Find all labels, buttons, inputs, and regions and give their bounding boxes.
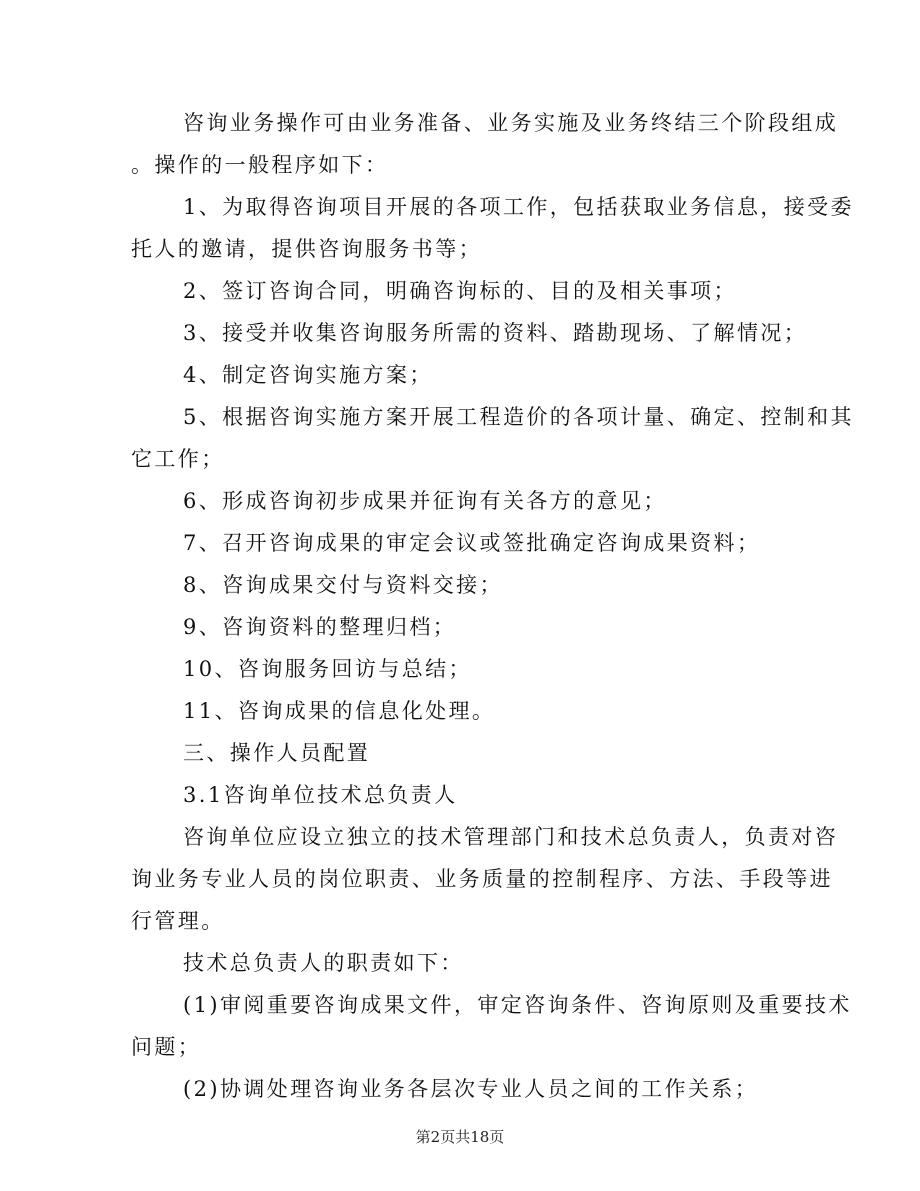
paragraph-line: 10、咨询服务回访与总结； <box>183 657 472 681</box>
section-heading: 三、操作人员配置 <box>183 741 371 765</box>
paragraph-line: 询业务专业人员的岗位职责、业务质量的控制程序、方法、手段等进 <box>131 867 833 891</box>
paragraph-line: 6、形成咨询初步成果并征询有关各方的意见； <box>183 489 667 513</box>
paragraph-line: (1)审阅重要咨询成果文件，审定咨询条件、咨询原则及重要技术 <box>183 993 852 1017</box>
page-number-footer: 第2页共18页 <box>415 1128 505 1146</box>
paragraph-line: 3、接受并收集咨询服务所需的资料、踏勘现场、了解情况； <box>183 321 808 345</box>
subsection-heading: 3.1咨询单位技术总负责人 <box>183 783 458 807</box>
paragraph-line: 9、咨询资料的整理归档； <box>183 615 457 639</box>
paragraph-line: 4、制定咨询实施方案； <box>183 363 433 387</box>
paragraph-line: 问题； <box>131 1035 202 1059</box>
paragraph-line: 1、为取得咨询项目开展的各项工作，包括获取业务信息，接受委 <box>183 195 854 219</box>
paragraph-line: 2、签订咨询合同，明确咨询标的、目的及相关事项； <box>183 279 737 303</box>
paragraph-line: 技术总负责人的职责如下： <box>183 951 464 975</box>
paragraph-line: 5、根据咨询实施方案开展工程造价的各项计量、确定、控制和其 <box>183 405 854 429</box>
paragraph-line: 行管理。 <box>131 909 225 933</box>
paragraph-line: 11、咨询成果的信息化处理。 <box>183 699 496 723</box>
paragraph-line: 7、召开咨询成果的审定会议或签批确定咨询成果资料； <box>183 531 761 555</box>
paragraph-line: 咨询业务操作可由业务准备、业务实施及业务终结三个阶段组成 <box>183 111 839 135</box>
paragraph-line: 。操作的一般程序如下： <box>131 153 389 177</box>
paragraph-line: 它工作； <box>131 447 225 471</box>
paragraph-line: 咨询单位应设立独立的技术管理部门和技术总负责人，负责对咨 <box>183 825 839 849</box>
paragraph-line: (2)协调处理咨询业务各层次专业人员之间的工作关系； <box>183 1077 759 1101</box>
paragraph-line: 托人的邀请，提供咨询服务书等； <box>131 237 482 261</box>
paragraph-line: 8、咨询成果交付与资料交接； <box>183 573 503 597</box>
